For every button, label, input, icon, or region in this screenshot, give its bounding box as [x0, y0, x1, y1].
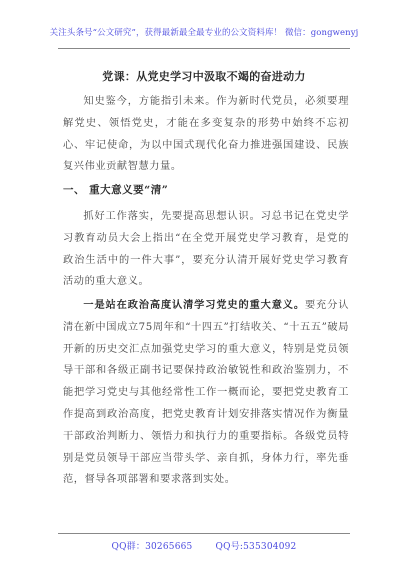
- document-title: 党课：从党史学习中汲取不竭的奋进动力: [102, 70, 306, 83]
- point-lead: 一是站在政治高度认清学习党史的重大意义。: [83, 299, 305, 311]
- footer-qq-group: QQ群：30265665: [111, 542, 193, 552]
- header-divider: [58, 48, 350, 49]
- footer-qq-number: QQ号:535304092: [215, 542, 297, 552]
- header-promo-text: 关注头条号“公文研究”，获得最新最全最专业的公文资料库！ 微信：gongwenyj: [49, 28, 359, 38]
- section-paragraph: 抓好工作落实，先要提高思想认识。习总书记在党史学习教育动员大会上指出“在全党开展党史学习教育，是党的政治生活中的一件大事”，要充分认清开展好党史学习教育活动的重大意义。: [63, 211, 349, 288]
- point-paragraph: [63, 295, 349, 491]
- footer-divider: [58, 533, 350, 534]
- intro-paragraph: 知史鉴今，方能指引未来。作为新时代党员，必须要理解党史、领悟党史，才能在多变复杂的形势中始终不忘初心、牢记使命，为以中国式现代化奋力推进强国建设、民族复兴伟业贡献智慧力量。: [63, 96, 349, 173]
- section-heading: 一、 重大意义要“清”: [63, 184, 169, 196]
- footer-contact: [0, 539, 408, 552]
- point-body: 要充分认清在新中国成立75周年和“十四五”打结收关、“十五五”破局开新的历史交汇点加强党史学习的重大意义，特别是党员领导干部和各级正副书记要保持政治敏锐性和政治鉴别力，不能把学习党史与其他经常性工作一概而论，要把党史教育工作提高到政治高度，把党史教育计划安排落实情况作为衡量干部政治判断力、领悟力和执行力的重要指标。各级党员特别是党员领导干部应当带头学、亲自抓，身体力行，率先垂范，督导各项部署和要求落到实处。: [63, 300, 349, 486]
